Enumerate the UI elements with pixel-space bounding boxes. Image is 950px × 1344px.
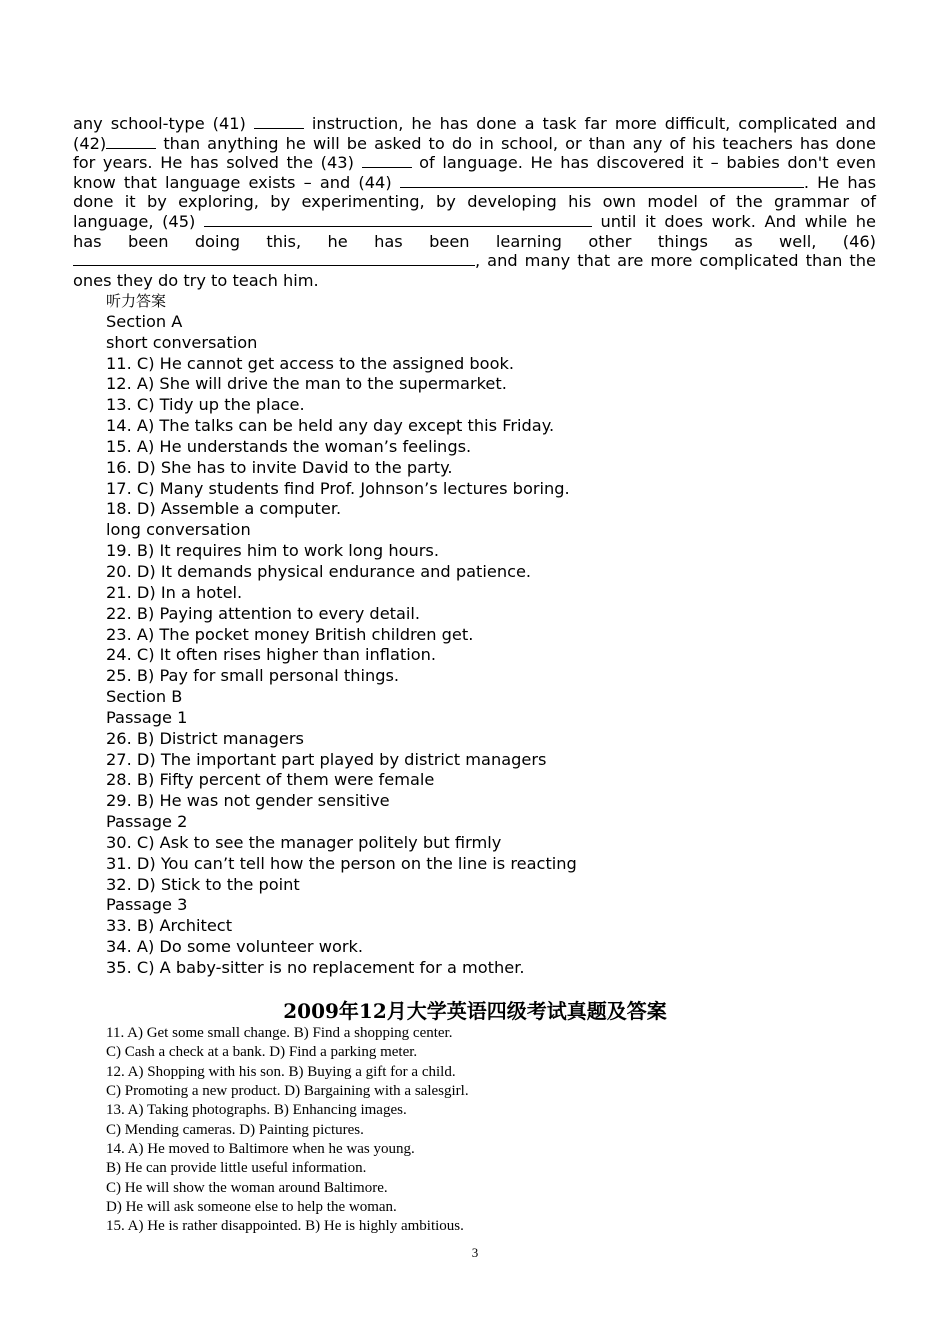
passage-line: done it by exploring, by experimenting, by developing his own model of the grammar of	[73, 192, 876, 212]
passage-1-label: Passage 1	[106, 707, 188, 727]
section-b-label: Section B	[106, 687, 183, 707]
passage-3-label: Passage 3	[106, 895, 188, 915]
passage-line: for years. He has solved the (43) of language. He has discovered it – babies don't even	[73, 153, 876, 173]
question-line: C) Promoting a new product. D) Bargaining with a salesgirl.	[106, 1083, 469, 1100]
question-line: B) He can provide little useful information.	[106, 1160, 367, 1177]
answer-item: 25. B) Pay for small personal things.	[106, 666, 400, 686]
question-line: 11. A) Get some small change. B) Find a shopping center.	[106, 1025, 453, 1041]
answer-item: 15. A) He understands the woman’s feelings.	[106, 436, 472, 456]
question-line: 12. A) Shopping with his son. B) Buying a gift for a child.	[106, 1063, 456, 1080]
answer-item: 19. B) It requires him to work long hours.	[106, 541, 439, 561]
answer-item: 20. D) It demands physical endurance and patience.	[106, 561, 532, 581]
answer-item: 28. B) Fifty percent of them were female	[106, 770, 435, 790]
answer-item: 17. C) Many students find Prof. Johnson’s lectures boring.	[106, 478, 570, 498]
exam-heading: 2009年12月大学英语四级考试真题及答案	[283, 999, 667, 1023]
page-number: 3	[471, 1245, 479, 1260]
answer-item: 23. A) The pocket money British children get.	[106, 624, 474, 644]
question-line: 13. A) Taking photographs. B) Enhancing images.	[106, 1102, 407, 1119]
section-a-label: Section A	[106, 311, 183, 331]
answer-item: 33. B) Architect	[106, 916, 233, 936]
answer-item: 26. B) District managers	[106, 728, 304, 748]
answer-item: 31. D) You can’t tell how the person on the line is reacting	[106, 853, 577, 873]
blank-42	[106, 134, 156, 149]
question-line: C) Cash a check at a bank. D) Find a parking meter.	[106, 1044, 418, 1061]
answer-item: 11. C) He cannot get access to the assigned book.	[106, 353, 514, 373]
passage-line: has been doing this, he has been learning other things as well, (46)	[73, 231, 876, 251]
answer-item: 35. C) A baby-sitter is no replacement for a mother.	[106, 958, 525, 977]
passage-line: language, (45) until it does work. And while he	[73, 211, 876, 231]
answer-item: 14. A) The talks can be held any day except this Friday.	[106, 416, 555, 436]
answer-item: 16. D) She has to invite David to the party.	[106, 457, 453, 477]
listening-answers	[106, 291, 866, 979]
answer-item: 21. D) In a hotel.	[106, 582, 243, 602]
blank-44	[400, 173, 804, 188]
question-list	[106, 1024, 866, 1237]
passage-line: know that language exists – and (44) . He has	[73, 172, 877, 192]
blank-45	[204, 212, 592, 227]
answer-item: 22. B) Paying attention to every detail.	[106, 603, 421, 623]
cloze-passage	[73, 114, 876, 290]
answer-item: 12. A) She will drive the man to the supermarket.	[106, 374, 507, 394]
passage-line: , and many that are more complicated than the	[73, 251, 876, 271]
long-conversation-label: long conversation	[106, 520, 251, 540]
passage-line: ones they do try to teach him.	[73, 270, 319, 290]
answer-item: 29. B) He was not gender sensitive	[106, 791, 390, 811]
question-line: C) Mending cameras. D) Painting pictures.	[106, 1121, 364, 1138]
short-conversation-label: short conversation	[106, 332, 258, 352]
passage-line: any school-type (41) instruction, he has done a task far more difficult, complicated and	[73, 114, 876, 133]
answer-item: 30. C) Ask to see the manager politely but firmly	[106, 832, 502, 852]
answers-title: 听力答案	[106, 292, 167, 310]
question-line: 15. A) He is rather disappointed. B) He is highly ambitious.	[106, 1218, 464, 1235]
answer-item: 27. D) The important part played by district managers	[106, 749, 547, 769]
blank-41	[254, 114, 304, 129]
blank-46	[73, 251, 475, 266]
answer-item: 32. D) Stick to the point	[106, 874, 300, 894]
answer-item: 34. A) Do some volunteer work.	[106, 937, 364, 957]
blank-43	[362, 153, 412, 168]
answer-item: 18. D) Assemble a computer.	[106, 499, 342, 519]
passage-2-label: Passage 2	[106, 812, 188, 832]
question-line: C) He will show the woman around Baltimore.	[106, 1179, 388, 1196]
answer-item: 24. C) It often rises higher than inflation.	[106, 645, 437, 665]
question-line: D) He will ask someone else to help the woman.	[106, 1199, 397, 1216]
passage-line: (42) than anything he will be asked to do in school, or than any of his teachers has done	[73, 133, 876, 153]
answer-item: 13. C) Tidy up the place.	[106, 395, 305, 415]
question-line: 14. A) He moved to Baltimore when he was young.	[106, 1141, 415, 1158]
